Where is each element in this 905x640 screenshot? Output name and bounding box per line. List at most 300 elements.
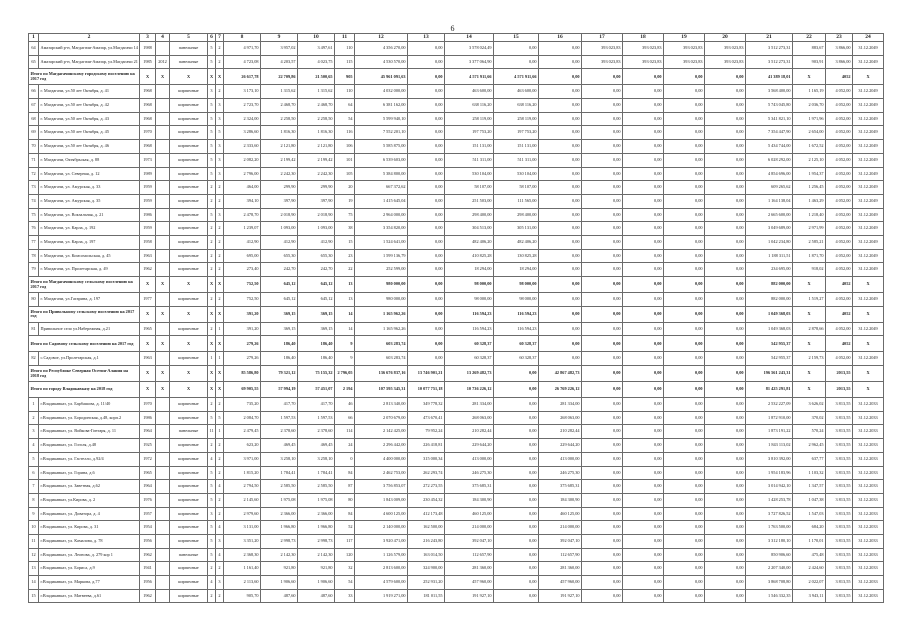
table-cell: 4 530 570,00: [355, 55, 408, 69]
table-cell: 3 626,02: [793, 398, 826, 412]
table-cell: 0,00: [705, 181, 746, 195]
table-cell: 2013,55: [826, 366, 853, 382]
column-number: 18: [623, 34, 664, 42]
table-cell: 921,80: [261, 562, 298, 576]
table-cell: 4 854 696,00: [746, 167, 793, 181]
table-cell: 0,00: [664, 398, 705, 412]
table-cell: 0,00: [582, 293, 623, 307]
table-cell: кирпичные: [170, 181, 208, 195]
table-cell: 0,00: [705, 382, 746, 398]
table-cell: 469,45: [298, 439, 335, 453]
table-cell: 0,00: [582, 521, 623, 535]
table-cell: 2 813 340,00: [355, 398, 408, 412]
table-cell: 5 434 744,00: [746, 140, 793, 154]
table-cell: 6: [29, 466, 39, 480]
table-cell: 0,00: [664, 576, 705, 590]
table-cell: 0,00: [539, 352, 582, 366]
table-cell: 0,00: [623, 480, 664, 494]
table-cell: 0,00: [582, 589, 623, 603]
table-cell: 24: [335, 439, 355, 453]
table-cell: 214 000,00: [445, 521, 494, 535]
table-cell: 272 273,55: [408, 480, 445, 494]
table-cell: 0,00: [582, 439, 623, 453]
table-cell: 3 971,00: [224, 452, 261, 466]
table-cell: 0,00: [582, 336, 623, 352]
table-cell: 0,00: [705, 562, 746, 576]
table-cell: 0,00: [705, 167, 746, 181]
table-cell: 4 971,70: [224, 42, 261, 56]
table-cell: 65: [29, 55, 39, 69]
table-cell: 80: [335, 493, 355, 507]
table-cell: X: [140, 306, 156, 322]
table-cell: 5: [216, 126, 224, 140]
table-cell: 0,00: [494, 562, 539, 576]
subtotal-label: Итого по Привольному сельскому поселению на 2017 год: [29, 306, 140, 322]
table-cell: 0,00: [623, 222, 664, 236]
table-cell: 258 119,00: [494, 112, 539, 126]
table-cell: 1976: [140, 493, 156, 507]
table-cell: 3 512 273,31: [746, 55, 793, 69]
table-cell: 0,00: [408, 194, 445, 208]
table-cell: 0,00: [623, 140, 664, 154]
address-cell: г. Магдагачи, ул. Карла, д. 192: [39, 222, 140, 236]
table-cell: 1 042 234,80: [746, 235, 793, 249]
table-cell: 2: [208, 235, 216, 249]
table-cell: 2 462 753,00: [355, 466, 408, 480]
table-cell: 1 597,53: [261, 411, 298, 425]
table-cell: 457 960,00: [539, 576, 582, 590]
address-cell: г.Владикавказ, ул. Гастелло, д.92/4: [39, 452, 140, 466]
table-cell: 0,00: [664, 85, 705, 99]
table-cell: 1 975,08: [298, 493, 335, 507]
address-cell: г.Владикавказ, ул. Маркова, д.77: [39, 576, 140, 590]
table-cell: 0,00: [408, 293, 445, 307]
table-cell: 31.12.2049: [853, 153, 884, 167]
table-cell: 281 360,00: [539, 562, 582, 576]
table-cell: 74: [29, 194, 39, 208]
table-cell: 1 784,41: [261, 466, 298, 480]
table-cell: 0,00: [408, 263, 445, 277]
column-number: 20: [705, 34, 746, 42]
table-cell: 0,00: [494, 589, 539, 603]
table-cell: 242,70: [298, 263, 335, 277]
table-cell: 1 463,29: [793, 194, 826, 208]
table-cell: 1 906,60: [298, 576, 335, 590]
table-cell: 0,00: [705, 99, 746, 113]
table-cell: [156, 153, 170, 167]
table-cell: 397,90: [298, 194, 335, 208]
table-cell: 0,00: [539, 181, 582, 195]
table-cell: 1 161,40: [224, 562, 261, 576]
table-cell: 5: [208, 466, 216, 480]
table-cell: 1 239,07: [224, 222, 261, 236]
table-cell: 111 565,00: [494, 194, 539, 208]
table-cell: 0,00: [582, 352, 623, 366]
table-cell: 3 813,55: [826, 398, 853, 412]
table-row: [29, 99, 884, 113]
subtotal-row: [29, 69, 884, 85]
address-cell: г. Магдагачи, ул. Вокзальная, д. 21: [39, 208, 140, 222]
table-cell: X: [170, 306, 208, 322]
table-cell: 1 599 136,79: [355, 249, 408, 263]
table-cell: 1962: [140, 589, 156, 603]
table-cell: 13: [335, 277, 355, 293]
table-cell: 31.12.2033: [853, 507, 884, 521]
table-cell: 3: [208, 507, 216, 521]
table-cell: 3: [29, 425, 39, 439]
table-cell: 116 594,23: [494, 322, 539, 336]
table-cell: 2: [208, 562, 216, 576]
table-cell: 0,00: [582, 322, 623, 336]
table-cell: 98 000,00: [445, 293, 494, 307]
table-cell: 412,90: [224, 235, 261, 249]
table-cell: 229 644,20: [539, 439, 582, 453]
table-cell: 0,00: [494, 576, 539, 590]
table-cell: 216 243,80: [408, 534, 445, 548]
table-cell: 3 813,55: [826, 425, 853, 439]
table-cell: 412,90: [261, 235, 298, 249]
table-cell: 0,00: [623, 153, 664, 167]
table-cell: 1956: [140, 534, 156, 548]
table-cell: 246 275,30: [539, 466, 582, 480]
table-cell: 0,00: [408, 322, 445, 336]
table-cell: 3: [208, 85, 216, 99]
table-cell: 22 709,86: [261, 69, 298, 85]
table-cell: 101: [335, 153, 355, 167]
table-cell: 1 188 311,51: [746, 249, 793, 263]
table-cell: 2: [208, 589, 216, 603]
table-cell: 31.12.2033: [853, 439, 884, 453]
table-cell: 31.12.2049: [853, 208, 884, 222]
table-cell: 2 962,45: [793, 439, 826, 453]
table-cell: 0,00: [705, 293, 746, 307]
table-cell: 0,00: [705, 480, 746, 494]
table-cell: 4 032 000,00: [355, 85, 408, 99]
table-cell: 31.12.2033: [853, 589, 884, 603]
table-cell: 2: [208, 222, 216, 236]
table-cell: 31.12.2033: [853, 398, 884, 412]
table-cell: 1 165,19: [793, 85, 826, 99]
table-cell: 4 052,00: [826, 249, 853, 263]
column-number: 12: [355, 34, 408, 42]
table-cell: 80: [29, 293, 39, 307]
table-cell: 4 052,00: [826, 194, 853, 208]
table-cell: 0,00: [494, 366, 539, 382]
table-cell: 0,00: [408, 42, 445, 56]
table-cell: кирпичные: [170, 521, 208, 535]
table-cell: 4 052,00: [826, 293, 853, 307]
subtotal-label: Итого по Магдагачинскому городскому поселению на 2017 год: [29, 69, 140, 85]
table-cell: [156, 534, 170, 548]
table-cell: кирпичные: [170, 99, 208, 113]
table-cell: 5 384 800,00: [355, 167, 408, 181]
table-cell: 482 406,20: [445, 235, 494, 249]
table-cell: 42 867 482,73: [539, 366, 582, 382]
table-cell: 1 519,27: [793, 293, 826, 307]
table-cell: 72: [29, 167, 39, 181]
table-cell: 2: [216, 85, 224, 99]
table-cell: 32: [335, 562, 355, 576]
table-cell: 3 286,60: [224, 126, 261, 140]
table-cell: 2: [216, 42, 224, 56]
table-cell: 542 955,37: [746, 336, 793, 352]
table-cell: 1 843 009,00: [355, 493, 408, 507]
table-cell: 2 468,70: [298, 99, 335, 113]
table-cell: 1954: [140, 521, 156, 535]
table-cell: [156, 208, 170, 222]
table-cell: 1 871,70: [793, 249, 826, 263]
table-cell: 1968: [140, 85, 156, 99]
table-cell: 31.12.2049: [853, 99, 884, 113]
table-row: [29, 55, 884, 69]
table-cell: 3 813,55: [826, 548, 853, 562]
column-number: 17: [582, 34, 623, 42]
table-cell: 116 594,23: [494, 306, 539, 322]
table-cell: 0,00: [494, 55, 539, 69]
table-cell: 0,00: [623, 293, 664, 307]
table-cell: 0,00: [664, 293, 705, 307]
table-cell: 0,00: [705, 452, 746, 466]
table-cell: 3 049 689,00: [746, 222, 793, 236]
table-cell: 394,10: [224, 194, 261, 208]
table-row: [29, 249, 884, 263]
table-cell: 279,26: [224, 336, 261, 352]
table-cell: 75: [29, 208, 39, 222]
table-cell: 14: [335, 322, 355, 336]
table-cell: 5: [208, 208, 216, 222]
table-cell: 1985: [140, 55, 156, 69]
table-cell: 0,00: [705, 548, 746, 562]
table-cell: 242,70: [261, 263, 298, 277]
table-row: [29, 322, 884, 336]
table-cell: 2 366,00: [298, 507, 335, 521]
table-cell: 2 324,00: [224, 112, 261, 126]
table-row: [29, 398, 884, 412]
table-cell: 0,00: [582, 153, 623, 167]
table-cell: X: [170, 336, 208, 352]
table-cell: [156, 493, 170, 507]
table-cell: 0,00: [494, 480, 539, 494]
table-cell: 1 165 962,26: [355, 306, 408, 322]
table-cell: 2 378,60: [298, 425, 335, 439]
table-cell: [156, 548, 170, 562]
table-cell: 1965: [140, 322, 156, 336]
table-cell: 22: [335, 263, 355, 277]
table-cell: 31.12.2033: [853, 411, 884, 425]
table-cell: 1 966,80: [261, 521, 298, 535]
table-row: [29, 452, 884, 466]
table-cell: 1 919 271,00: [355, 589, 408, 603]
table-cell: 3 957,02: [261, 42, 298, 56]
table-cell: 234 695,00: [746, 263, 793, 277]
table-cell: 5: [208, 112, 216, 126]
table-cell: 1986: [140, 411, 156, 425]
table-cell: 38: [335, 222, 355, 236]
table-cell: 84: [335, 507, 355, 521]
column-number: 10: [298, 34, 335, 42]
table-cell: 214 000,00: [539, 521, 582, 535]
page-number: 6: [450, 24, 455, 33]
table-cell: 0,00: [539, 293, 582, 307]
table-cell: 3 813,55: [826, 439, 853, 453]
table-cell: 393 023,83: [582, 55, 623, 69]
table-cell: 0,00: [664, 153, 705, 167]
table-cell: 0,00: [408, 85, 445, 99]
column-number: 9: [261, 34, 298, 42]
table-cell: 6 028 292,00: [746, 153, 793, 167]
table-cell: кирпичные: [170, 167, 208, 181]
table-cell: 1977: [140, 293, 156, 307]
table-cell: 1968: [140, 112, 156, 126]
table-cell: 2 199,42: [298, 153, 335, 167]
table-cell: 4052: [826, 306, 853, 322]
table-cell: 0,00: [582, 69, 623, 85]
table-cell: 0,00: [664, 534, 705, 548]
table-cell: 81 425 291,81: [746, 382, 793, 398]
table-cell: 60 328,37: [445, 352, 494, 366]
table-cell: X: [853, 277, 884, 293]
table-cell: 3 578 024,49: [445, 42, 494, 56]
address-cell: г.Владикавказ, ул.Кирова, д. 2: [39, 493, 140, 507]
table-cell: X: [793, 366, 826, 382]
table-cell: 1925: [140, 439, 156, 453]
table-cell: 0,00: [664, 140, 705, 154]
table-cell: 2 532 227,09: [746, 398, 793, 412]
table-cell: 1 954,37: [793, 167, 826, 181]
table-cell: 4 052,00: [826, 153, 853, 167]
table-cell: 2: [208, 249, 216, 263]
table-row: [29, 480, 884, 494]
table-cell: 542 955,37: [746, 352, 793, 366]
table-cell: 1941: [140, 562, 156, 576]
table-cell: 2 296 442,00: [355, 439, 408, 453]
table-cell: 54: [335, 112, 355, 126]
table-cell: 0,00: [664, 181, 705, 195]
table-cell: 655,30: [298, 249, 335, 263]
table-cell: 0,00: [664, 480, 705, 494]
table-cell: 2 207 340,00: [746, 562, 793, 576]
table-cell: 151 131,00: [494, 140, 539, 154]
table-cell: 0,00: [623, 493, 664, 507]
table-cell: кирпичные: [170, 480, 208, 494]
table-cell: 0,00: [408, 140, 445, 154]
table-cell: 511 311,00: [494, 153, 539, 167]
table-cell: 0,00: [494, 439, 539, 453]
table-cell: [156, 322, 170, 336]
table-cell: 98 000,00: [445, 277, 494, 293]
table-cell: 31.12.2049: [853, 194, 884, 208]
table-cell: 268 063,00: [445, 411, 494, 425]
table-cell: 82: [29, 352, 39, 366]
table-cell: 0,00: [623, 208, 664, 222]
table-cell: 69 905,55: [224, 382, 261, 398]
table-cell: 116 594,23: [445, 306, 494, 322]
table-cell: 3: [216, 208, 224, 222]
table-cell: 0,00: [664, 452, 705, 466]
address-cell: г.Владикавказ, ул. Бородинская, д.48, корп.2: [39, 411, 140, 425]
table-cell: 0,00: [539, 208, 582, 222]
table-cell: 6 381 162,00: [355, 99, 408, 113]
table-cell: 463 600,00: [494, 85, 539, 99]
table-cell: 3: [216, 140, 224, 154]
table-cell: 905: [335, 69, 355, 85]
table-cell: X: [208, 69, 216, 85]
table-cell: 31.12.2049: [853, 55, 884, 69]
table-cell: 511 311,00: [445, 153, 494, 167]
table-cell: 58 107,00: [494, 181, 539, 195]
table-cell: 324 900,00: [408, 562, 445, 576]
table-cell: 0,00: [664, 126, 705, 140]
table-cell: кирпичные: [170, 249, 208, 263]
table-cell: 258 119,00: [445, 112, 494, 126]
table-cell: 0,00: [494, 466, 539, 480]
table-cell: 0,00: [664, 336, 705, 352]
table-cell: 0,00: [705, 336, 746, 352]
table-cell: 210 282,44: [539, 425, 582, 439]
table-cell: 81: [29, 322, 39, 336]
table-cell: X: [140, 69, 156, 85]
table-cell: 369,15: [261, 306, 298, 322]
table-cell: 1 256,45: [793, 181, 826, 195]
table-cell: 0,00: [664, 366, 705, 382]
table-cell: 0,00: [494, 398, 539, 412]
table-cell: 0,00: [582, 425, 623, 439]
table-cell: 2 113,60: [224, 576, 261, 590]
table-cell: 3 943,11: [793, 589, 826, 603]
table-cell: 0,00: [539, 55, 582, 69]
table-cell: 1 873 191,22: [746, 425, 793, 439]
table-cell: 9: [335, 352, 355, 366]
table-cell: 21 500,65: [298, 69, 335, 85]
address-cell: г. Магдагачи, ул.50 лет Октября, д. 42: [39, 99, 140, 113]
table-cell: 2 378,60: [261, 425, 298, 439]
table-cell: 392 047,10: [539, 534, 582, 548]
table-cell: X: [793, 69, 826, 85]
table-cell: 0,00: [705, 425, 746, 439]
table-cell: X: [216, 277, 224, 293]
table-cell: кирпичные: [170, 411, 208, 425]
table-cell: 0,00: [539, 222, 582, 236]
table-cell: 4052: [826, 336, 853, 352]
table-cell: 4 052,00: [826, 112, 853, 126]
subtotal-row: [29, 277, 884, 293]
table-cell: 1963: [140, 352, 156, 366]
table-cell: 0,00: [623, 306, 664, 322]
table-cell: 2: [216, 181, 224, 195]
table-cell: 0,00: [582, 480, 623, 494]
table-cell: 4 571 911,66: [445, 69, 494, 85]
table-cell: 0,00: [623, 112, 664, 126]
table-cell: 0,00: [539, 194, 582, 208]
address-cell: г. Магдагачи, ул. Пролетарская, д. 49: [39, 263, 140, 277]
table-cell: 60 328,37: [445, 336, 494, 352]
table-cell: 1: [216, 352, 224, 366]
table-cell: [156, 521, 170, 535]
table-cell: 4 052,00: [826, 140, 853, 154]
table-cell: 4: [208, 452, 216, 466]
table-cell: 0,00: [705, 589, 746, 603]
table-cell: 31.12.2033: [853, 480, 884, 494]
table-cell: 0,00: [664, 69, 705, 85]
table-cell: 0,00: [664, 521, 705, 535]
table-cell: 905,70: [224, 589, 261, 603]
table-cell: 5: [29, 452, 39, 466]
table-cell: 2: [216, 452, 224, 466]
table-cell: кирпичные: [170, 562, 208, 576]
table-cell: 0,00: [494, 521, 539, 535]
table-cell: 850 906,60: [746, 548, 793, 562]
table-cell: 375 685,31: [445, 480, 494, 494]
